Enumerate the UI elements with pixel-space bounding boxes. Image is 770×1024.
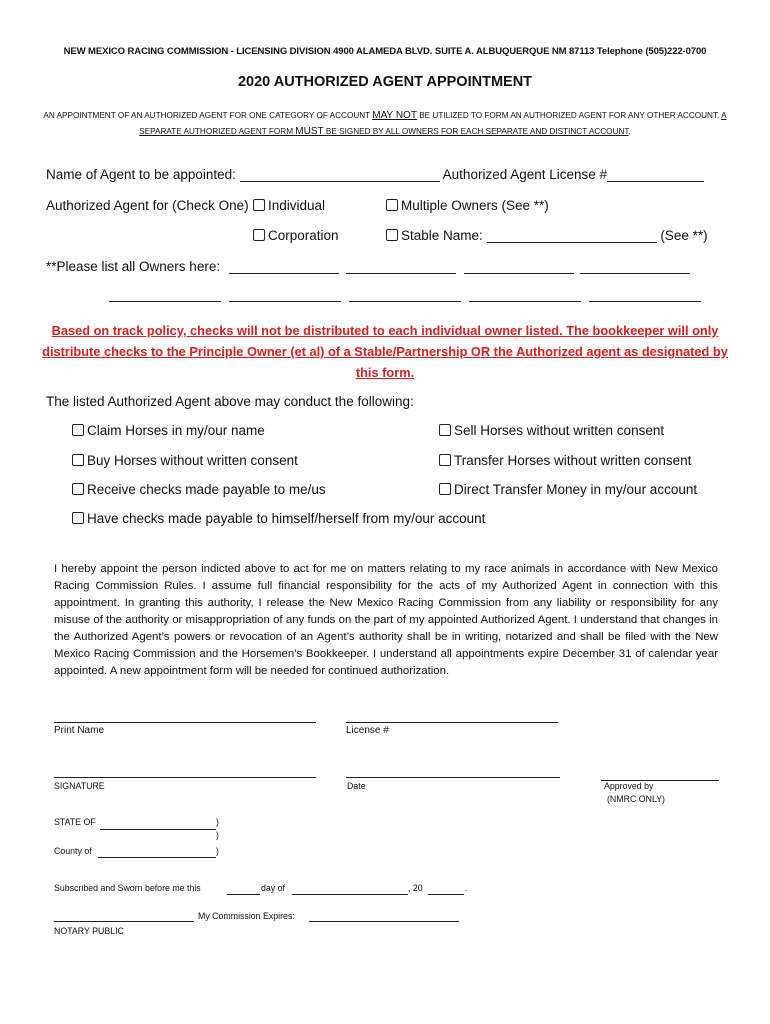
print-name-label: Print Name <box>54 725 105 736</box>
stable-name-label: Stable Name: <box>401 228 483 243</box>
owner-line-8[interactable] <box>469 301 581 302</box>
license-number-label: License # <box>346 725 389 736</box>
power-transfer[interactable] <box>439 453 691 468</box>
state-of-label: STATE OF <box>54 817 96 827</box>
month-line[interactable] <box>292 894 408 895</box>
subscribed-label: Subscribed and Sworn before me this <box>54 883 201 893</box>
date-label: Date <box>347 781 366 791</box>
owner-line-9[interactable] <box>589 301 701 302</box>
receive-checkbox[interactable] <box>72 483 84 495</box>
day-line[interactable] <box>227 894 260 895</box>
receive-label: Receive checks made payable to me/us <box>87 482 326 497</box>
policy-notice: Based on track policy, checks will not be distributed to each individual owner listed. The bookkeeper will only distribute checks to the Principle Owner (et al) of a Stable/Partnership OR the Authorized agent as designated by this form. <box>42 323 728 380</box>
option-corporation[interactable] <box>253 228 339 243</box>
owner-line-7[interactable] <box>349 301 461 302</box>
agent-for-label: Authorized Agent for (Check One) <box>46 198 249 213</box>
commission-expires-line[interactable] <box>309 921 459 922</box>
nmrc-only-label: (NMRC ONLY) <box>607 794 665 804</box>
year-line[interactable] <box>428 894 464 895</box>
approved-by-label: Approved by <box>604 781 654 791</box>
commission-expires-label: My Commission Expires: <box>198 911 295 921</box>
have-checks-label: Have checks made payable to himself/herself from my/our account <box>87 511 486 526</box>
comma-20-label: , 20 <box>408 883 423 893</box>
print-name-line[interactable] <box>54 722 316 723</box>
direct-checkbox[interactable] <box>439 483 451 495</box>
agent-name-label: Name of Agent to be appointed: <box>46 167 236 182</box>
day-of-label: day of <box>261 883 285 893</box>
state-paren: ) <box>216 817 219 827</box>
owners-row <box>46 259 220 274</box>
signature-line[interactable] <box>54 777 316 778</box>
date-line[interactable] <box>346 777 560 778</box>
power-claim[interactable] <box>72 423 265 438</box>
owner-line-5[interactable] <box>109 301 221 302</box>
power-buy[interactable] <box>72 453 298 468</box>
owner-line-3[interactable] <box>464 273 574 274</box>
power-direct[interactable] <box>439 482 697 497</box>
agent-name-row <box>46 167 704 182</box>
powers-intro: The listed Authorized Agent above may conduct the following: <box>46 394 414 409</box>
power-receive[interactable] <box>72 482 326 497</box>
license-label: Authorized Agent License # <box>442 167 608 182</box>
stable-name-field[interactable] <box>487 228 657 243</box>
notary-signature-line[interactable] <box>54 921 194 922</box>
buy-checkbox[interactable] <box>72 454 84 466</box>
sell-label: Sell Horses without written consent <box>454 423 665 438</box>
claim-checkbox[interactable] <box>72 424 84 436</box>
subtitle-part5: . <box>628 127 631 136</box>
county-of-line[interactable] <box>98 857 216 858</box>
subtitle-must: MUST <box>295 126 324 137</box>
have-checks-checkbox[interactable] <box>72 512 84 524</box>
owner-line-1[interactable] <box>229 273 339 274</box>
stable-see-note: (See **) <box>660 228 708 243</box>
signature-label: SIGNATURE <box>54 781 105 791</box>
corporation-checkbox[interactable] <box>253 229 265 241</box>
header-address: NEW MEXICO RACING COMMISSION - LICENSING DIVISION 4900 ALAMEDA BLVD. SUITE A. ALBUQUERQUE NM 87113 Telephone (505)222-0700 <box>63 46 707 57</box>
option-stable[interactable] <box>386 228 708 243</box>
county-paren: ) <box>216 846 219 856</box>
corporation-label: Corporation <box>268 228 339 243</box>
form-subtitle <box>40 108 730 140</box>
buy-label: Buy Horses without written consent <box>87 453 298 468</box>
power-have-checks[interactable] <box>72 511 485 526</box>
license-number-line[interactable] <box>346 722 558 723</box>
subtitle-part3: A SEPARATE AUTHORIZED AGENT FORM <box>139 111 727 136</box>
multiple-owners-label: Multiple Owners (See **) <box>401 198 549 213</box>
owner-line-4[interactable] <box>580 273 690 274</box>
power-sell[interactable] <box>439 423 664 438</box>
transfer-checkbox[interactable] <box>439 454 451 466</box>
subtitle-part4: BE SIGNED BY ALL OWNERS FOR EACH SEPARATE AND DISTINCT ACCOUNT <box>323 127 629 136</box>
claim-label: Claim Horses in my/our name <box>87 423 265 438</box>
individual-checkbox[interactable] <box>253 199 265 211</box>
stable-checkbox[interactable] <box>386 229 398 241</box>
middle-paren: ) <box>216 830 219 840</box>
option-individual[interactable] <box>253 198 325 213</box>
notary-public-label: NOTARY PUBLIC <box>54 926 124 936</box>
agent-name-field[interactable] <box>240 167 440 182</box>
direct-label: Direct Transfer Money in my/our account <box>454 482 698 497</box>
subtitle-part2: BE UTILIZED TO FORM AN AUTHORIZED AGENT FOR ANY OTHER ACCOUNT. <box>416 111 722 120</box>
individual-label: Individual <box>268 198 326 213</box>
authorization-statement: I hereby appoint the person indicted above to act for me on matters relating to my race animals in accordance with New Mexico Racing Commission Rules. I assume full financial responsibility for the acts of my Authorized Agent in connection with this appointment. In granting this authority, I release the New Mexico Racing Commission from any liability or responsibility for any misuse of the authority or misappropriation of any funds on the part of my appointed Authorized Agent. I understand that changes in the Authorized Agent’s powers or revocation of an Agent’s authority shall be in writing, notarized and shall be filed with the New Mexico Racing Commission and the Horsemen’s Bookkeeper. I understand all appointments expire December 31 of calendar year appointed. A new appointment form will be needed for continued authorization. <box>54 563 718 677</box>
subtitle-part1: AN APPOINTMENT OF AN AUTHORIZED AGENT FOR ONE CATEGORY OF ACCOUNT <box>43 111 373 120</box>
license-field[interactable] <box>607 167 704 182</box>
owner-line-2[interactable] <box>346 273 456 274</box>
multiple-owners-checkbox[interactable] <box>386 199 398 211</box>
state-of-line[interactable] <box>100 829 216 830</box>
form-title: 2020 AUTHORIZED AGENT APPOINTMENT <box>237 74 533 90</box>
option-multiple-owners[interactable] <box>386 198 549 213</box>
county-of-label: County of <box>54 846 92 856</box>
subtitle-may-not: MAY NOT <box>372 110 417 121</box>
transfer-label: Transfer Horses without written consent <box>454 453 692 468</box>
sell-checkbox[interactable] <box>439 424 451 436</box>
period-mark: . <box>465 883 468 893</box>
owners-label: **Please list all Owners here: <box>46 259 221 274</box>
owner-line-6[interactable] <box>229 301 341 302</box>
